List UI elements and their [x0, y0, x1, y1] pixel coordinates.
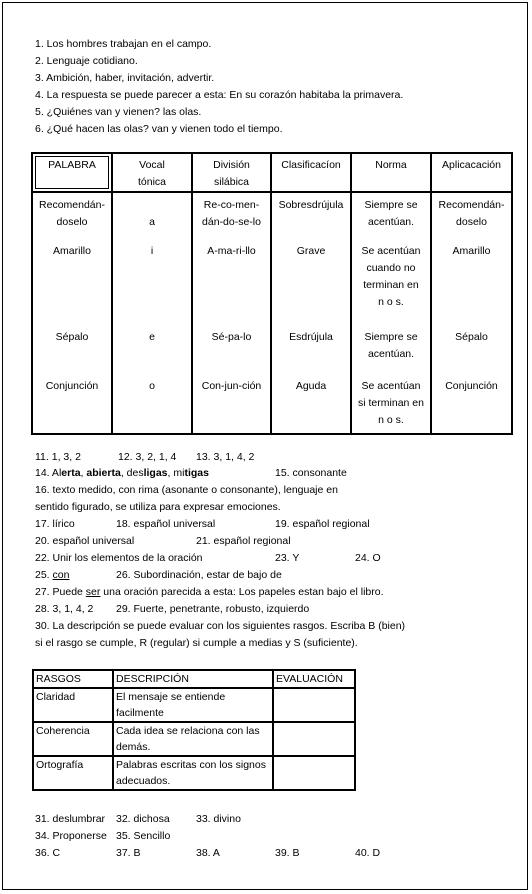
- answer-3: 3. Ambición, haber, invitación, advertir.: [35, 72, 215, 84]
- cell-line: Con-jun-ción: [201, 380, 262, 392]
- cell-line: Grave: [296, 245, 326, 257]
- table-cell: [32, 378, 112, 434]
- answer-27: 27. Puede ser una oración parecida a esta: Los papeles estan bajo el libro.: [35, 586, 384, 598]
- table-row: [33, 756, 355, 790]
- cell-line: Siempre se: [364, 331, 418, 343]
- table-cell: [271, 329, 351, 378]
- answer-26: 26. Subordinación, estar de bajo de: [116, 569, 282, 581]
- cell-line: acentúan.: [367, 216, 415, 228]
- header-cell: [32, 153, 112, 192]
- answer-12: 12. 3, 2, 1, 4: [118, 451, 177, 463]
- answer-15: 15. consonante: [275, 467, 347, 479]
- cell-line: Claridad: [36, 691, 76, 703]
- answer-1: 1. Los hombres trabajan en el campo.: [35, 38, 212, 50]
- answer-22: 22. Unir los elementos de la oración: [35, 552, 203, 564]
- answer-35: 35. Sencillo: [116, 830, 171, 842]
- table-cell: [351, 243, 431, 329]
- evaluation-cell[interactable]: [273, 688, 355, 722]
- cell-line: Conjunción: [445, 380, 498, 392]
- header-cell: [351, 153, 431, 192]
- answer-33: 33. divino: [196, 813, 241, 825]
- cell-line: Sépalo: [55, 331, 89, 343]
- cell-line: adecuados.: [116, 775, 171, 787]
- answer-31: 31. deslumbrar: [35, 813, 106, 825]
- answer-40: 40. D: [355, 847, 381, 859]
- table-cell: [32, 243, 112, 329]
- table-row: [32, 329, 512, 378]
- cell-line: terminan en: [363, 279, 419, 291]
- cell-line: Coherencia: [36, 725, 90, 737]
- table-cell: [271, 192, 351, 243]
- table-cell: [431, 243, 512, 329]
- table-row: [33, 722, 355, 756]
- table-row: [33, 688, 355, 722]
- cell-line: a: [149, 216, 155, 228]
- answer-24: 24. O: [355, 552, 381, 564]
- answer-4: 4. La respuesta se puede parecer a esta: En su corazón habitaba la primavera.: [35, 89, 404, 101]
- answer-29: 29. Fuerte, penetrante, robusto, izquierdo: [116, 603, 310, 615]
- cell-line: [115, 197, 189, 214]
- table-row: [32, 378, 512, 434]
- answer-23: 23. Y: [275, 552, 300, 564]
- cell-line: Conjunción: [45, 380, 99, 392]
- cell-line: División: [213, 159, 250, 171]
- table-cell: [192, 378, 271, 434]
- cell-line: doselo: [56, 216, 88, 228]
- table-cell: [431, 329, 512, 378]
- answer-14: 14. Alerta, abierta, desligas, mitigas: [35, 467, 209, 479]
- cell-line: doselo: [456, 216, 487, 228]
- table-cell: [431, 192, 512, 243]
- cell-line: Sobresdrújula: [278, 199, 344, 211]
- table-cell: [192, 243, 271, 329]
- answer-30-line1: 30. La descripción se puede evaluar con los siguientes rasgos. Escriba B (bien): [35, 620, 406, 632]
- cell-line: Palabras escritas con los signos: [116, 759, 266, 771]
- header-cell: RASGOS: [33, 670, 113, 688]
- table-cell: [271, 243, 351, 329]
- cell-line: Re-co-men-: [203, 199, 260, 211]
- cell-line: Recomendán-: [39, 199, 105, 211]
- table-cell: [192, 192, 271, 243]
- cell-line: Amarillo: [452, 245, 491, 257]
- answer-16-line2: sentido figurado, se utiliza para expresar emociones.: [35, 501, 281, 513]
- answer-28: 28. 3, 1, 4, 2: [35, 603, 94, 615]
- answer-38: 38. A: [196, 847, 220, 859]
- cell-line: demás.: [116, 741, 151, 753]
- cell-line: PALABRA: [48, 159, 96, 171]
- table-cell: [192, 329, 271, 378]
- answer-32: 32. dichosa: [116, 813, 170, 825]
- header-cell: [112, 153, 192, 192]
- header-cell: [431, 153, 512, 192]
- answer-39: 39. B: [275, 847, 300, 859]
- cell-line: Norma: [375, 159, 407, 171]
- answer-30-line2: si el rasgo se cumple, R (regular) si cumple a medias y S (suficiente).: [35, 637, 358, 649]
- table-cell: [112, 243, 192, 329]
- cell-line: El mensaje se entiende: [116, 691, 226, 703]
- answer-19: 19. español regional: [275, 518, 370, 530]
- cell-line: Amarillo: [53, 245, 91, 257]
- table-header-row: [33, 670, 355, 688]
- cell-line: acentúan.: [367, 348, 415, 360]
- table-cell: [113, 688, 273, 722]
- answer-37: 37. B: [116, 847, 141, 859]
- table-cell: [33, 756, 113, 790]
- cell-line: tónica: [137, 176, 167, 188]
- cell-line: Vocal: [139, 159, 165, 171]
- answer-36: 36. C: [35, 847, 61, 859]
- accentuation-table: [31, 152, 513, 435]
- answer-2: 2. Lenguaje cotidiano.: [35, 55, 138, 67]
- answer-6: 6. ¿Qué hacen las olas? van y vienen todo el tiempo.: [35, 123, 283, 135]
- cell-line: e: [149, 331, 155, 343]
- answer-34: 34. Proponerse: [35, 830, 107, 842]
- header-cell: [271, 153, 351, 192]
- cell-line: Ortografía: [36, 759, 84, 771]
- cell-line: n o s.: [378, 414, 404, 426]
- cell-line: facilmente: [116, 707, 164, 719]
- table-cell: [112, 378, 192, 434]
- header-cell: EVALUACIÓN: [273, 670, 355, 688]
- cell-line: dán-do-se-lo: [202, 216, 261, 228]
- table-cell: [351, 378, 431, 434]
- table-cell: [351, 329, 431, 378]
- answer-18: 18. español universal: [116, 518, 216, 530]
- cell-line: Se acentúan: [361, 245, 421, 257]
- table-row: [32, 192, 512, 243]
- header-cell: [192, 153, 271, 192]
- answer-20: 20. español universal: [35, 535, 135, 547]
- cell-line: n o s.: [378, 296, 404, 308]
- cell-line: Clasificacíon: [281, 159, 341, 171]
- answer-17: 17. lírico: [35, 518, 75, 530]
- cell-line: i: [150, 245, 154, 257]
- table-header-row: [32, 153, 512, 192]
- cell-line: Esdrújula: [289, 331, 333, 343]
- answer-25: 25. con: [35, 569, 70, 581]
- cell-line: Se acentúan: [361, 380, 421, 392]
- cell-line: cuando no: [366, 262, 416, 274]
- cell-line: Recomendán-: [438, 199, 505, 211]
- table-cell: [33, 688, 113, 722]
- answer-5: 5. ¿Quiénes van y vienen? las olas.: [35, 106, 202, 118]
- table-cell: [351, 192, 431, 243]
- cell-line: A-ma-ri-llo: [207, 245, 256, 257]
- cell-line: Aplicacación: [442, 159, 501, 171]
- table-cell: [33, 722, 113, 756]
- cell-line: o: [149, 380, 155, 392]
- table-cell: [113, 756, 273, 790]
- evaluation-table: [32, 669, 356, 791]
- table-cell: [32, 329, 112, 378]
- table-cell: [271, 378, 351, 434]
- table-row: [32, 243, 512, 329]
- table-cell: [112, 329, 192, 378]
- header-cell: DESCRIPCIÓN: [113, 670, 273, 688]
- cell-line: Sépalo: [455, 331, 488, 343]
- table-cell: [32, 192, 112, 243]
- evaluation-cell[interactable]: [273, 756, 355, 790]
- answer-11: 11. 1, 3, 2: [35, 451, 81, 463]
- cell-line: Siempre se: [364, 199, 418, 211]
- evaluation-cell[interactable]: [273, 722, 355, 756]
- table-cell: [113, 722, 273, 756]
- cell-line: si terminan en: [358, 397, 424, 409]
- cell-line: silábica: [213, 176, 250, 188]
- cell-line: Aguda: [295, 380, 327, 392]
- cell-line: Sé-pa-lo: [211, 331, 252, 343]
- table-cell: [112, 192, 192, 243]
- cell-line: Cada idea se relaciona con las: [116, 725, 260, 737]
- answer-16-line1: 16. texto medido, con rima (asonante o consonante), lenguaje en: [35, 484, 338, 496]
- table-cell: [431, 378, 512, 434]
- answer-13: 13. 3, 1, 4, 2: [196, 451, 255, 463]
- answer-21: 21. español regional: [196, 535, 291, 547]
